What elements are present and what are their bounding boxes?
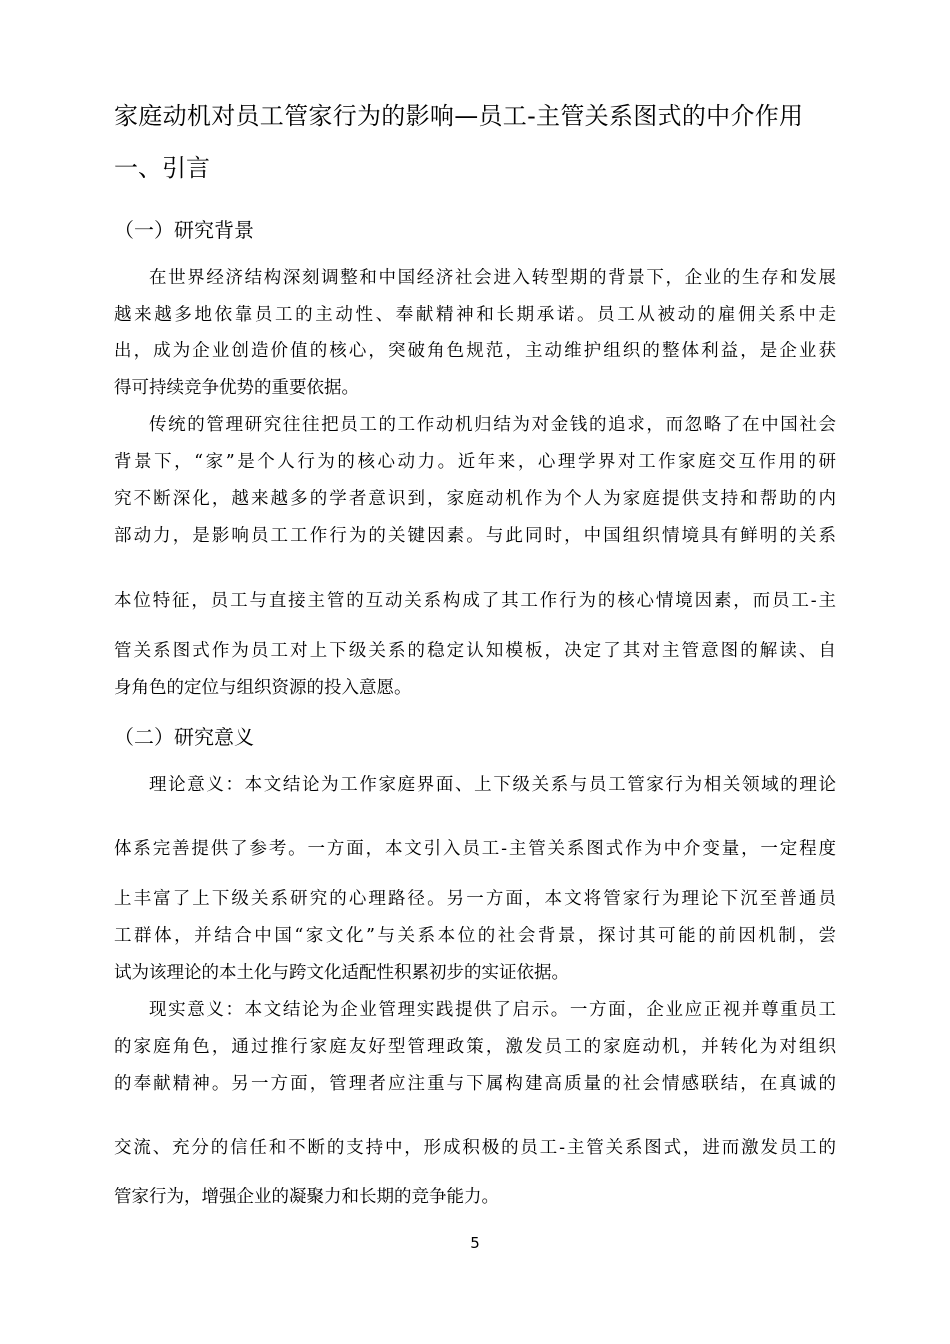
paragraph-line: 在世界经济结构深刻调整和中国经济社会进入转型期的背景下，企业的生存和发展 [149,268,836,288]
paragraph-line: 传统的管理研究往往把员工的工作动机归结为对金钱的追求，而忽略了在中国社会 [149,415,836,435]
paragraph-line: 上丰富了上下级关系研究的心理路径。另一方面，本文将管家行为理论下沉至普通员 [114,889,836,909]
paragraph-line: 管关系图式作为员工对上下级关系的稳定认知模板，决定了其对主管意图的解读、自 [114,641,836,661]
paragraph-line: 试为该理论的本土化与跨文化适配性积累初步的实证依据。 [114,963,569,983]
subsection-heading-significance: （二）研究意义 [114,725,254,749]
paragraph-line: 理论意义：本文结论为工作家庭界面、上下级关系与员工管家行为相关领域的理论 [149,775,836,795]
paragraph-line: 交流、充分的信任和不断的支持中，形成积极的员工-主管关系图式，进而激发员工的 [114,1138,836,1158]
paragraph-line: 管家行为，增强企业的凝聚力和长期的竞争能力。 [114,1187,499,1207]
document-title: 家庭动机对员工管家行为的影响—员工-主管关系图式的中介作用 [114,102,804,130]
paragraph-line: 现实意义：本文结论为企业管理实践提供了启示。一方面，企业应正视并尊重员工 [149,1000,836,1020]
paragraph-line: 体系完善提供了参考。一方面，本文引入员工-主管关系图式作为中介变量，一定程度 [114,839,836,859]
paragraph-line: 本位特征，员工与直接主管的互动关系构成了其工作行为的核心情境因素，而员工-主 [114,591,836,611]
paragraph-line: 的奉献精神。另一方面，管理者应注重与下属构建高质量的社会情感联结，在真诚的 [114,1074,836,1094]
paragraph-line: 工群体，并结合中国“家文化”与关系本位的社会背景，探讨其可能的前因机制，尝 [114,926,836,946]
paragraph-line: 出，成为企业创造价值的核心，突破角色规范，主动维护组织的整体利益，是企业获 [114,341,836,361]
section-heading-introduction: 一、引言 [114,154,210,182]
paragraph-line: 的家庭角色，通过推行家庭友好型管理政策，激发员工的家庭动机，并转化为对组织 [114,1037,836,1057]
paragraph-line: 越来越多地依靠员工的主动性、奉献精神和长期承诺。员工从被动的雇佣关系中走 [114,305,836,325]
paragraph-line: 身角色的定位与组织资源的投入意愿。 [114,678,412,698]
paragraph-line: 背景下，“家”是个人行为的核心动力。近年来，心理学界对工作家庭交互作用的研 [114,452,836,472]
paragraph-line: 得可持续竞争优势的重要依据。 [114,378,359,398]
page-number: 5 [470,1234,480,1252]
paragraph-line: 部动力，是影响员工工作行为的关键因素。与此同时，中国组织情境具有鲜明的关系 [114,526,836,546]
paragraph-line: 究不断深化，越来越多的学者意识到，家庭动机作为个人为家庭提供支持和帮助的内 [114,489,836,509]
subsection-heading-background: （一）研究背景 [114,218,254,242]
